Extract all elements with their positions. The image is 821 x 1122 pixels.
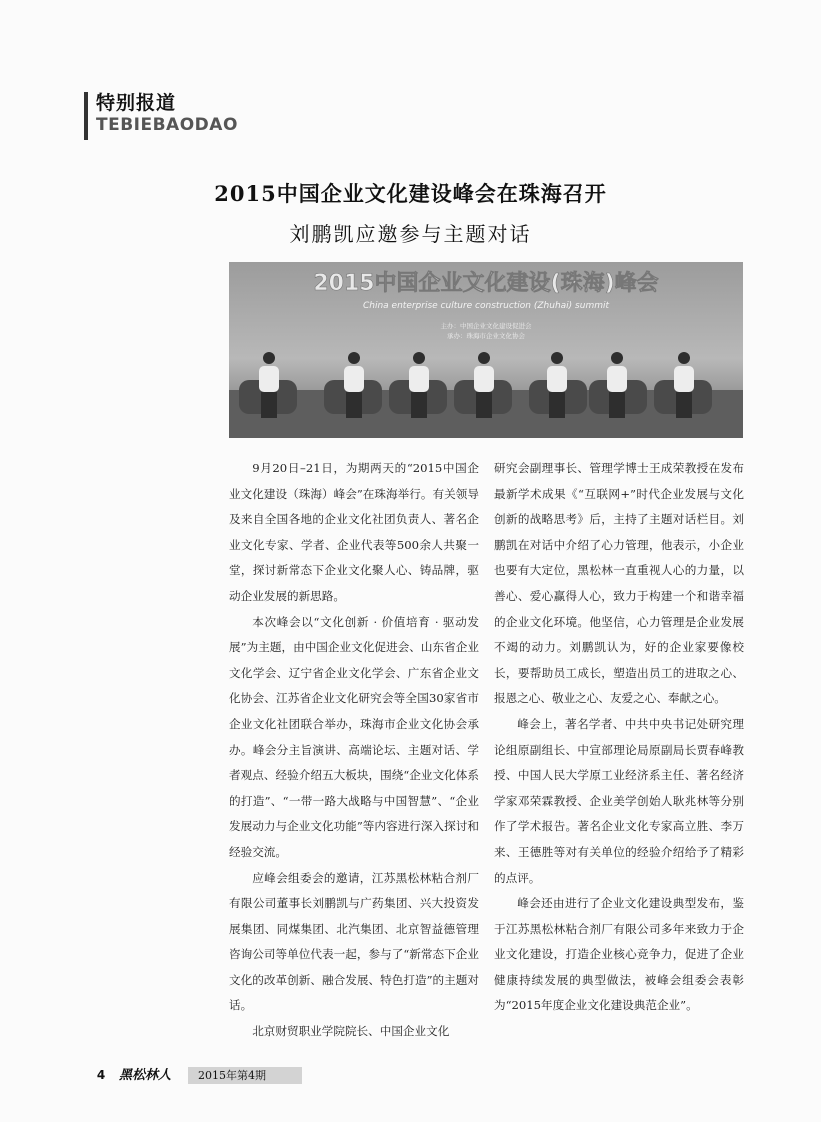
article-subtitle: 刘鹏凯应邀参与主题对话 [289, 222, 532, 246]
paragraph: 峰会还由进行了企业文化建设典型发布，鉴于江苏黑松林粘合剂厂有限公司多年来致力于企业文化建设，打造企业核心竞争力，促进了企业健康持续发展的典型做法，被峰会组委会表彰为“2015年度企业文化建设典范企业”。 [494, 896, 744, 1013]
page-number: 4 [96, 1068, 106, 1082]
body-column-right [494, 456, 744, 1019]
paragraph: 9月20日–21日，为期两天的“2015中国企业文化建设（珠海）峰会”在珠海举行。有关领导及来自全国各地的企业文化社团负责人、著名企业文化专家、学者、企业代表等500余人共聚一堂，探讨新常态下企业文化聚人心、铸品牌，驱动企业发展的新思路。 [229, 461, 479, 603]
issue-label: 2015年第4期 [188, 1067, 302, 1084]
page-footer [92, 1067, 302, 1084]
summit-photo [229, 262, 743, 438]
body-column-left [229, 456, 479, 1045]
photo-banner-en: China enterprise culture construction (Zhuhai) summit [362, 301, 610, 311]
paragraph: 北京财贸职业学院院长、中国企业文化 [252, 1024, 450, 1039]
section-bar [84, 92, 88, 140]
section-title-en: TEBIEBAODAO [96, 115, 238, 135]
magazine-logo: 黑松林人 [119, 1068, 172, 1083]
paragraph: 应峰会组委会的邀请，江苏黑松林粘合剂厂有限公司董事长刘鹏凯与广药集团、兴大投资发展集团、同煤集团、北汽集团、北京智益德管理咨询公司等单位代表一起，参与了“新常态下企业文化的改革创新、融合发展、特色打造”的主题对话。 [229, 870, 479, 1013]
paragraph: 峰会上，著名学者、中共中央书记处研究理论组原副组长、中宣部理论局原副局长贾春峰教授、中国人民大学原工业经济系主任、著名经济学家邓荣霖教授、企业美学创始人耿兆林等分别作了学术报告。著名企业文化专家高立胜、李万来、王德胜等对有关单位的经验介绍给予了精彩的点评。 [494, 716, 744, 885]
photo-small-line-1: 主办：中国企业文化建设促进会 [440, 322, 532, 330]
section-title-cn: 特别报道 [96, 92, 177, 114]
photo-banner-cn: 2015中国企业文化建设(珠海)峰会 [313, 271, 659, 296]
paragraph-continued: 研究会副理事长、管理学博士王成荣教授在发布最新学术成果《“互联网+”时代企业发展与文化创新的战略思考》后，主持了主题对话栏目。刘鹏凯在对话中介绍了心力管理，他表示，小企业也要有大定位，黑松林一直重视人心的力量，以善心、爱心赢得人心，致力于构建一个和谐幸福的企业文化环境。他坚信，心力管理是企业发展不竭的动力。刘鹏凯认为，好的企业家要像校长，要帮助员工成长，塑造出员工的进取之心、报恩之心、敬业之心、友爱之心、奉献之心。 [494, 461, 744, 706]
article-title: 2015中国企业文化建设峰会在珠海召开 [214, 181, 607, 206]
photo-small-line-2: 承办：珠海市企业文化协会 [447, 332, 525, 340]
paragraph: 本次峰会以“文化创新 · 价值培育 · 驱动发展”为主题，由中国企业文化促进会、山东省企业文化学会、辽宁省企业文化学会、广东省企业文化协会、江苏省企业文化研究会等全国30家省市企业文化社团联合举办，珠海市企业文化协会承办。峰会分主旨演讲、高端论坛、主题对话、学者观点、经验介绍五大板块，围绕“企业文化体系的打造”、“一带一路大战略与中国智慧”、“企业发展动力与企业文化功能”等内容进行深入探讨和经验交流。 [229, 614, 479, 859]
